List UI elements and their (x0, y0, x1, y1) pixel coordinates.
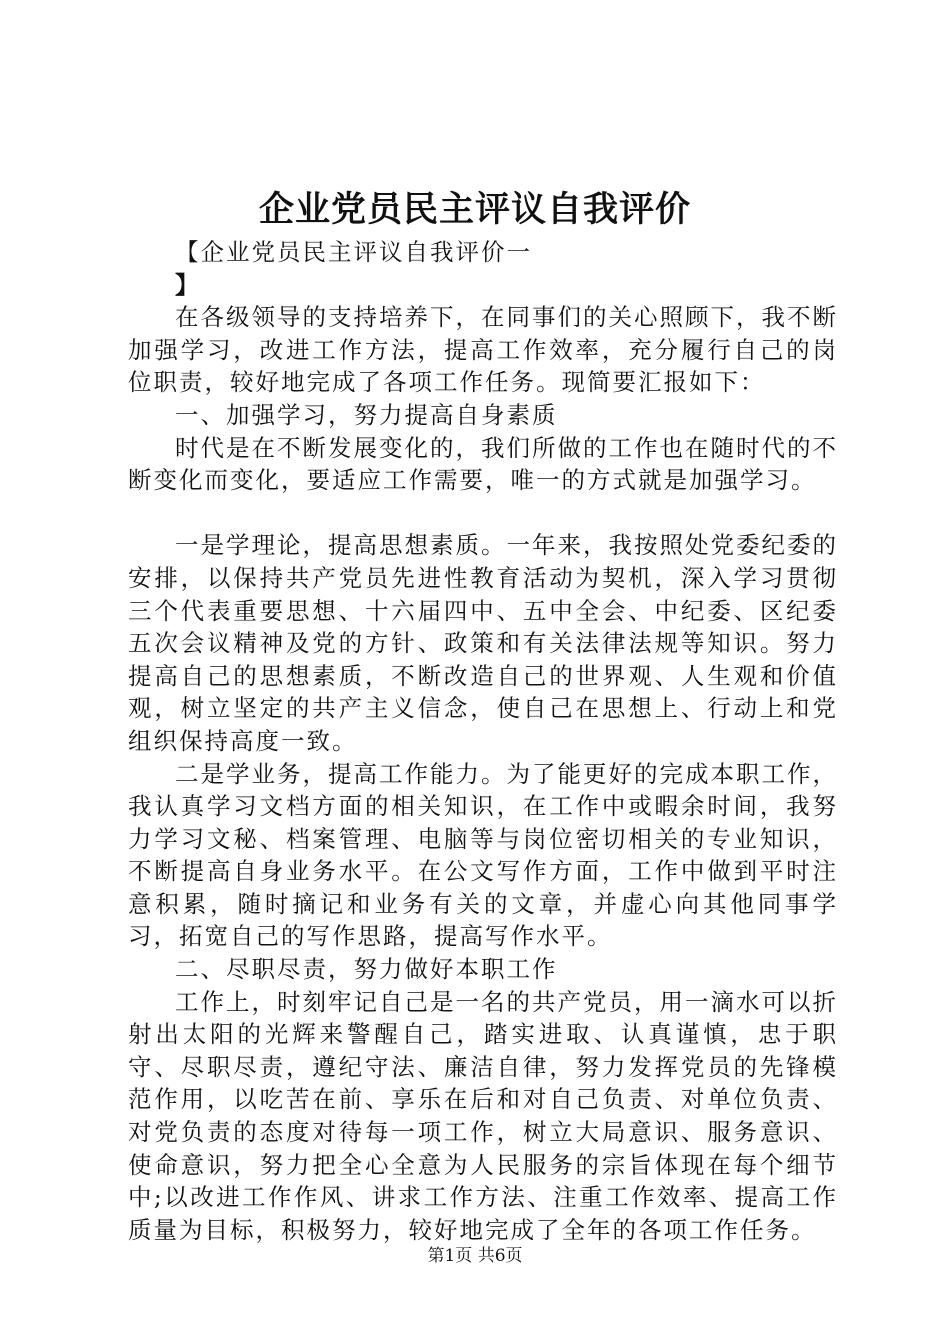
paragraph-business: 二是学业务，提高工作能力。为了能更好的完成本职工作，我认真学习文档方面的相关知识，在工作中或暇余时间，我努力学习文秘、档案管理、电脑等与岗位密切相关的专业知识，不断提高自身业务水平。在公文写作方面，工作中做到平时注意积累，随时摘记和业务有关的文章，并虚心向其他同事学习，拓宽自己的写作思路，提高写作水平。 (128, 759, 838, 951)
section-heading-1: 一、加强学习，努力提高自身素质 (175, 400, 558, 429)
page-footer: 第1页 共6页 (427, 1246, 523, 1266)
section-label-close: 】 (175, 270, 201, 299)
paragraph-work: 工作上，时刻牢记自己是一名的共产党员，用一滴水可以折射出太阳的光辉来警醒自己，踏实进取、认真谨慎，忠于职守、尽职尽责，遵纪守法、廉洁自律，努力发挥党员的先锋模范作用，以吃苦在前、享乐在后和对自己负责、对单位负责、对党负责的态度对待每一项工作，树立大局意识、服务意识、使命意识，努力把全心全意为人民服务的宗旨体现在每个细节中;以改进工作作风、讲求工作方法、注重工作效率、提高工作质量为目标，积极努力，较好地完成了全年的各项工作任务。 (128, 987, 838, 1244)
section-heading-2: 二、尽职尽责，努力做好本职工作 (175, 955, 558, 984)
document-title: 企业党员民主评议自我评价 (258, 189, 691, 230)
blank-line (128, 497, 838, 530)
paragraph-intro: 在各级领导的支持培养下，在同事们的关心照顾下，我不断加强学习，改进工作方法，提高工作效率，充分履行自己的岗位职责，较好地完成了各项工作任务。现简要汇报如下： (128, 303, 838, 397)
document-body (128, 236, 838, 1246)
paragraph-study: 时代是在不断发展变化的，我们所做的工作也在随时代的不断变化而变化，要适应工作需要，唯一的方式就是加强学习。 (128, 433, 838, 495)
section-label: 【企业党员民主评议自我评价一 (175, 238, 532, 266)
paragraph-theory: 一是学理论，提高思想素质。一年来，我按照处党委纪委的安排，以保持共产党员先进性教育活动为契机，深入学习贯彻三个代表重要思想、十六届四中、五中全会、中纪委、区纪委五次会议精神及党的方针、政策和有关法律法规等知识。努力提高自己的思想素质，不断改造自己的世界观、人生观和价值观，树立坚定的共产主义信念，使自己在思想上、行动上和党组织保持高度一致。 (128, 531, 838, 755)
